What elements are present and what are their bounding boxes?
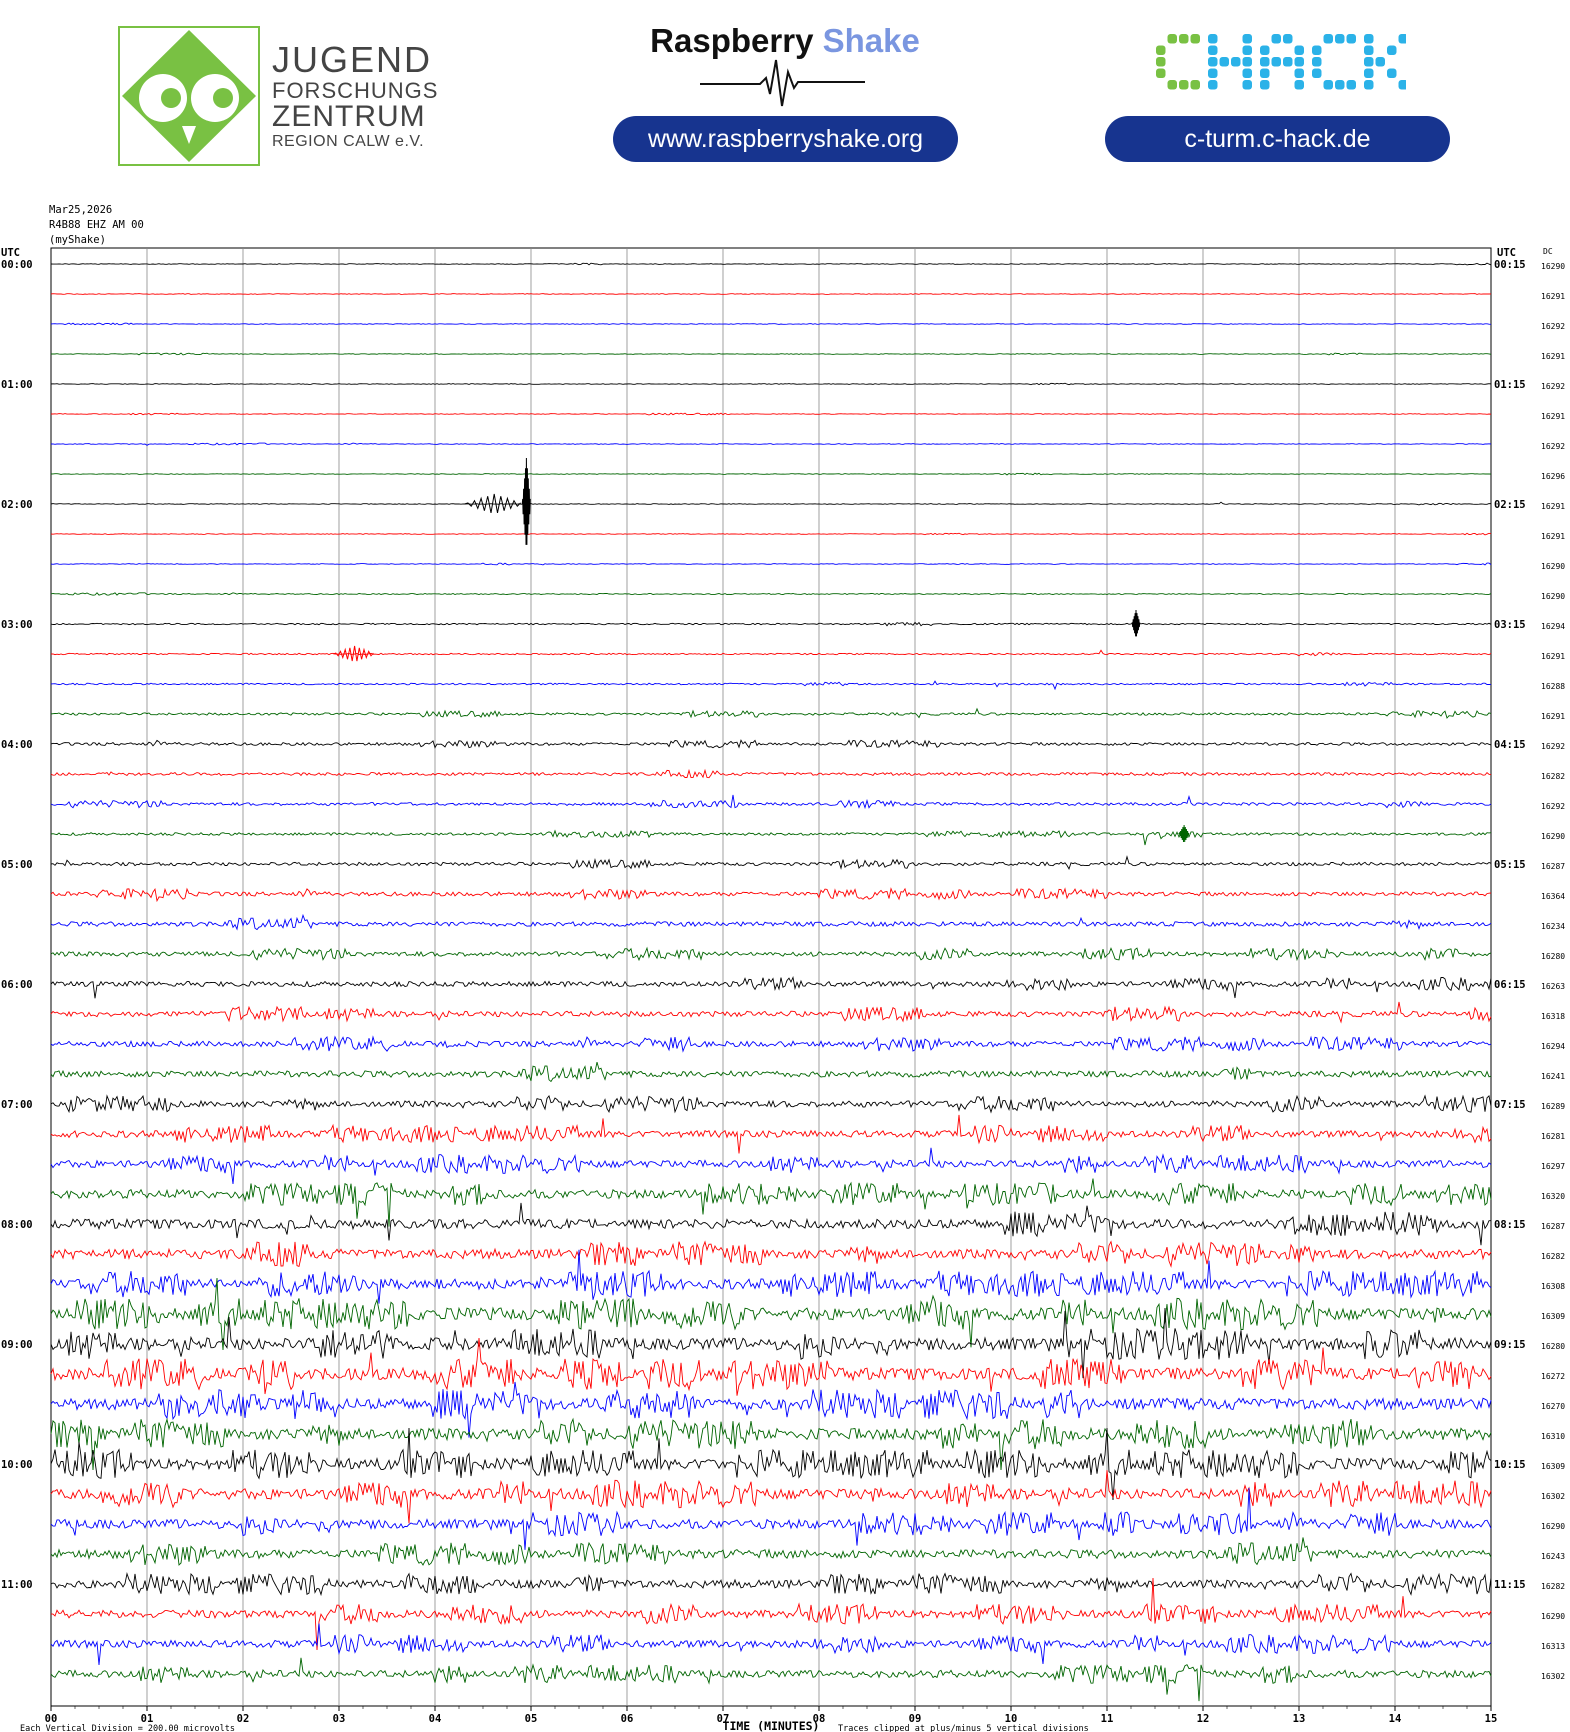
dc-value: 16309 [1541, 1312, 1566, 1321]
dc-value: 16291 [1541, 502, 1566, 511]
hour-label-left: 08:00 [1, 1219, 33, 1231]
dc-value: 16291 [1541, 652, 1566, 661]
trace-row [51, 1115, 1491, 1154]
clip-note: Traces clipped at plus/minus 5 vertical divisions [838, 1724, 1089, 1732]
trace-row [51, 1037, 1491, 1051]
network-name: (myShake) [49, 234, 106, 246]
x-axis-title: TIME (MINUTES) [722, 1719, 820, 1732]
x-tick-label: 06 [620, 1713, 634, 1725]
dc-value: 16364 [1541, 892, 1566, 901]
trace-rows [51, 263, 1491, 1701]
trace-row [51, 413, 1491, 415]
dc-value: 16291 [1541, 712, 1566, 721]
trace-row [51, 681, 1491, 689]
hour-label-right: 08:15 [1494, 1219, 1526, 1231]
trace-row [51, 709, 1491, 718]
hour-label-right: 11:15 [1494, 1579, 1526, 1591]
x-tick-label: 09 [908, 1713, 922, 1725]
event-burst [1179, 825, 1189, 842]
trace-row [51, 1096, 1491, 1112]
station-code: R4B88 EHZ AM 00 [49, 219, 144, 231]
trace-row [51, 978, 1491, 999]
trace-row [51, 1278, 1491, 1350]
dc-value: 16291 [1541, 352, 1566, 361]
x-tick-label: 03 [332, 1713, 346, 1725]
trace-row [51, 857, 1491, 869]
dc-value: 16291 [1541, 412, 1566, 421]
x-tick-label: 02 [236, 1713, 250, 1725]
trace-row [51, 1578, 1491, 1650]
raspberry-shake-wordmark [640, 22, 930, 60]
trace-row [51, 1658, 1491, 1701]
trace-row [51, 650, 1491, 656]
dc-value: 16290 [1541, 1612, 1566, 1621]
rs-word-2: Shake [822, 22, 920, 59]
hour-label-left: 05:00 [1, 859, 33, 871]
dc-value: 16290 [1541, 832, 1566, 841]
dc-value: 16318 [1541, 1012, 1566, 1021]
dc-value: 16296 [1541, 472, 1566, 481]
dc-value: 16280 [1541, 1342, 1566, 1351]
dc-value: 16309 [1541, 1462, 1566, 1471]
dc-value: 16290 [1541, 1522, 1566, 1531]
trace-row [51, 623, 1491, 626]
trace-row [51, 502, 1491, 505]
hour-label-right: 00:15 [1494, 259, 1526, 271]
raspberryshake-link[interactable]: www.raspberryshake.org [613, 116, 958, 162]
hour-label-right: 04:15 [1494, 739, 1526, 751]
chack-link[interactable]: c-turm.c-hack.de [1105, 116, 1450, 162]
trace-row [51, 1470, 1491, 1523]
x-tick-label: 12 [1196, 1713, 1210, 1725]
hour-label-left: 06:00 [1, 979, 33, 991]
hour-label-right: 06:15 [1494, 979, 1526, 991]
hour-label-left: 04:00 [1, 739, 33, 751]
trace-row [51, 593, 1491, 595]
record-date: Mar25,2026 [49, 204, 113, 216]
trace-row [51, 383, 1491, 385]
dc-value: 16290 [1541, 562, 1566, 571]
hour-label-right: 09:15 [1494, 1339, 1526, 1351]
dc-value: 16313 [1541, 1642, 1566, 1651]
rs-word-1: Raspberry [650, 22, 814, 59]
trace-row [51, 831, 1491, 845]
x-tick-label: 14 [1388, 1713, 1402, 1725]
dc-value: 16320 [1541, 1192, 1566, 1201]
dc-value: 16280 [1541, 952, 1566, 961]
hour-label-right: 10:15 [1494, 1459, 1526, 1471]
dc-label: DC [1543, 247, 1553, 256]
trace-row [51, 1203, 1491, 1245]
x-tick-label: 15 [1484, 1713, 1498, 1725]
hour-label-left: 02:00 [1, 499, 33, 511]
trace-row [51, 795, 1491, 808]
dc-value: 16290 [1541, 262, 1566, 271]
right-utc-label: UTC [1497, 247, 1516, 259]
helicorder-plot [0, 240, 1570, 1732]
trace-row [51, 1574, 1491, 1595]
trace-row [51, 1242, 1491, 1267]
dc-value: 16292 [1541, 802, 1566, 811]
jfz-wordmark [272, 39, 439, 150]
jfz-line-1: JUGEND [272, 39, 433, 80]
dc-value: 16290 [1541, 592, 1566, 601]
dc-value: 16272 [1541, 1372, 1566, 1381]
trace-row [51, 263, 1491, 265]
dc-value: 16292 [1541, 442, 1566, 451]
dc-value: 16294 [1541, 622, 1566, 631]
trace-row [51, 740, 1491, 747]
x-tick-label: 08 [812, 1713, 826, 1725]
hour-label-left: 03:00 [1, 619, 33, 631]
trace-row [51, 915, 1491, 929]
event-burst [522, 458, 530, 545]
trace-row [51, 443, 1491, 445]
trace-row [51, 889, 1491, 901]
trace-row [51, 1538, 1491, 1566]
trace-row [51, 1624, 1491, 1665]
jfz-line-4: REGION CALW e.V. [272, 133, 425, 150]
dc-value: 16292 [1541, 382, 1566, 391]
dc-value: 16243 [1541, 1552, 1566, 1561]
dc-value: 16292 [1541, 742, 1566, 751]
dc-value: 16291 [1541, 292, 1566, 301]
dc-value: 16263 [1541, 982, 1566, 991]
hour-label-left: 09:00 [1, 1339, 33, 1351]
x-tick-label: 10 [1004, 1713, 1018, 1725]
left-utc-label: UTC [1, 247, 20, 259]
page-header [0, 0, 1570, 190]
hour-label-left: 10:00 [1, 1459, 33, 1471]
dc-value: 16308 [1541, 1282, 1566, 1291]
x-tick-label: 01 [140, 1713, 154, 1725]
event-burst [1132, 610, 1140, 636]
dc-value: 16294 [1541, 1042, 1566, 1051]
chack-logo [1156, 30, 1406, 96]
dc-value: 16291 [1541, 532, 1566, 541]
hour-label-left: 11:00 [1, 1579, 33, 1591]
trace-row [51, 533, 1491, 535]
trace-row [51, 1428, 1491, 1500]
dc-value: 16270 [1541, 1402, 1566, 1411]
x-tick-label: 04 [428, 1713, 442, 1725]
x-tick-label: 05 [524, 1713, 538, 1725]
dc-value: 16241 [1541, 1072, 1566, 1081]
dc-value: 16287 [1541, 862, 1566, 871]
x-tick-label: 07 [716, 1713, 730, 1725]
trace-row [51, 323, 1491, 325]
dc-value: 16297 [1541, 1162, 1566, 1171]
seismic-wave-icon [700, 58, 865, 108]
dc-value: 16282 [1541, 1582, 1566, 1591]
hour-label-right: 01:15 [1494, 379, 1526, 391]
jfz-line-2: FORSCHUNGS [272, 78, 439, 103]
trace-row [51, 563, 1491, 565]
hour-label-left: 01:00 [1, 379, 33, 391]
trace-row [51, 770, 1491, 777]
hour-label-left: 00:00 [1, 259, 33, 271]
jfz-line-3: ZENTRUM [272, 100, 426, 133]
trace-row [51, 1002, 1491, 1022]
x-tick-label: 11 [1100, 1713, 1114, 1725]
trace-row [51, 948, 1491, 960]
dc-value: 16302 [1541, 1672, 1566, 1681]
dc-value: 16282 [1541, 772, 1566, 781]
axis-labels [1, 247, 1565, 1732]
hour-label-right: 07:15 [1494, 1099, 1526, 1111]
trace-row [51, 1062, 1491, 1081]
hour-label-left: 07:00 [1, 1099, 33, 1111]
dc-value: 16234 [1541, 922, 1566, 931]
minute-grid [51, 248, 1491, 1711]
dc-value: 16310 [1541, 1432, 1566, 1441]
trace-row [51, 1179, 1491, 1227]
plot-frame [51, 248, 1491, 1706]
x-tick-label: 13 [1292, 1713, 1306, 1725]
dc-value: 16292 [1541, 322, 1566, 331]
dc-value: 16281 [1541, 1132, 1566, 1141]
trace-row [51, 1338, 1491, 1396]
owl-logo [118, 26, 260, 166]
trace-row [51, 353, 1491, 355]
trace-row [51, 1148, 1491, 1184]
trace-row [51, 473, 1491, 475]
hour-label-right: 02:15 [1494, 499, 1526, 511]
dc-value: 16282 [1541, 1252, 1566, 1261]
hour-label-right: 03:15 [1494, 619, 1526, 631]
trace-row [51, 1419, 1491, 1470]
hour-label-right: 05:15 [1494, 859, 1526, 871]
trace-row [51, 294, 1491, 295]
dc-value: 16289 [1541, 1102, 1566, 1111]
x-tick-label: 00 [44, 1713, 58, 1725]
dc-value: 16287 [1541, 1222, 1566, 1231]
dc-value: 16302 [1541, 1492, 1566, 1501]
scale-note: Each Vertical Division = 200.00 microvolts [20, 1724, 235, 1732]
dc-value: 16288 [1541, 682, 1566, 691]
